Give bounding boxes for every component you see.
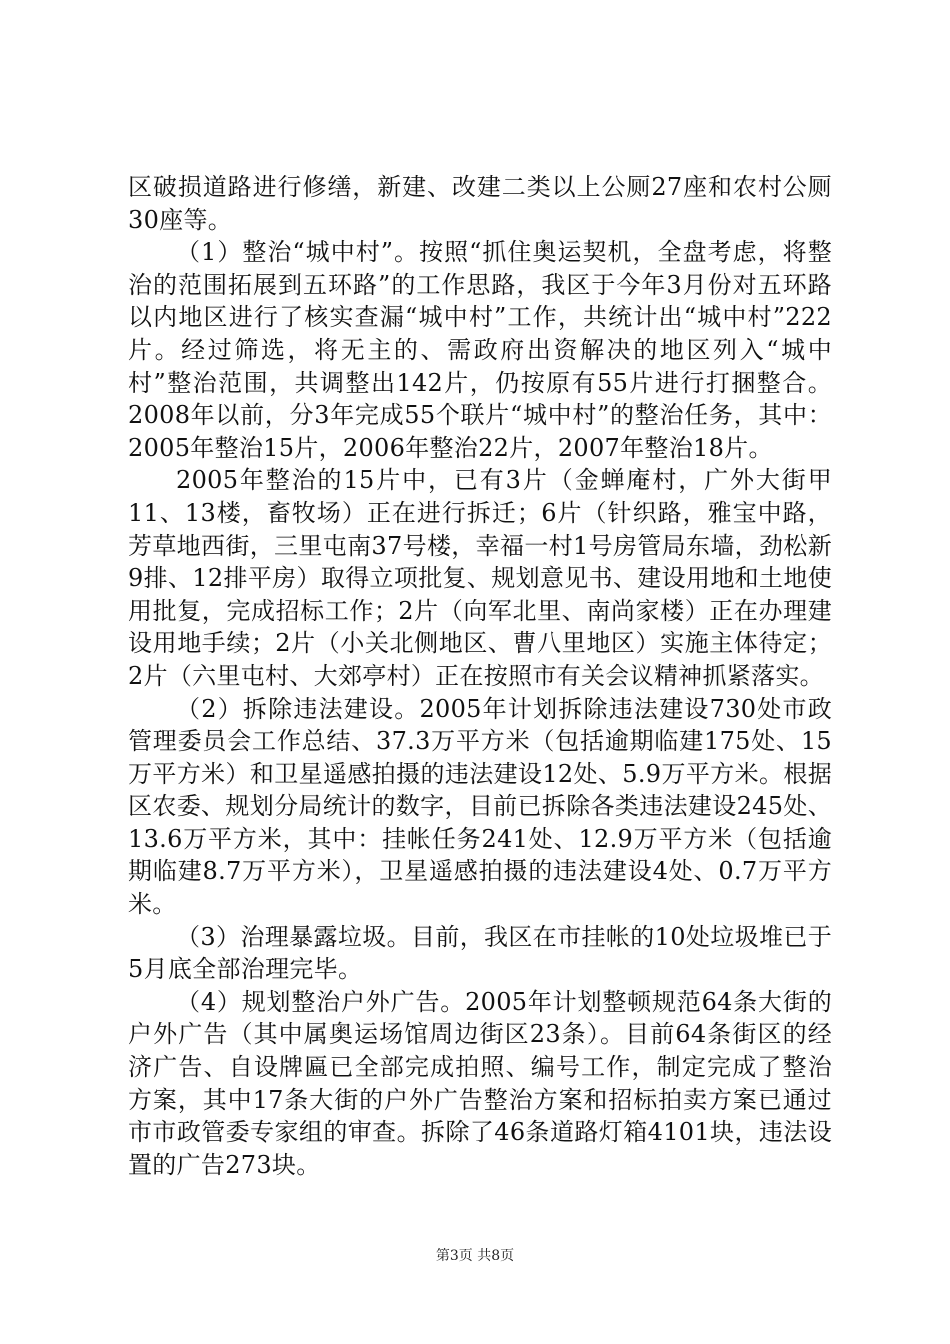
page-footer: 第3页 共8页 xyxy=(435,1248,515,1264)
paragraph-urban-village: （1）整治“城中村”。按照“抓住奥运契机，全盘考虑，将整治的范围拓展到五环路”的工作思路，我区于今年3月份对五环路以内地区进行了核实查漏“城中村”工作，共统计出“城中村”222片。经过筛选，将无主的、需政府出资解决的地区列入“城中村”整治范围，共调整出142片，仍按原有55片进行打捆整合。2008年以前，分3年完成55个联片“城中村”的整治任务，其中：2005年整治15片，2006年整治22片，2007年整治18片。 xyxy=(128,238,832,462)
document-body xyxy=(128,171,832,1181)
paragraph-continuation: 区破损道路进行修缮，新建、改建二类以上公厕27座和农村公厕30座等。 xyxy=(128,173,832,234)
paragraph-2005-progress: 2005年整治的15片中，已有3片（金蝉庵村，广外大街甲11、13楼，畜牧场）正在进行拆迁；6片（针织路，雅宝中路，芳草地西街，三里屯南37号楼，幸福一村1号房管局东墙，劲松新9排、12排平房）取得立项批复、规划意见书、建设用地和土地使用批复，完成招标工作；2片（向军北里、南尚家楼）正在办理建设用地手续；2片（小关北侧地区、曹八里地区）实施主体待定；2片（六里屯村、大郊亭村）正在按照市有关会议精神抓紧落实。 xyxy=(128,466,832,690)
paragraph-illegal-construction: （2）拆除违法建设。2005年计划拆除违法建设730处市政管理委员会工作总结、37.3万平方米（包括逾期临建175处、15万平方米）和卫星遥感拍摄的违法建设12处、5.9万平方米。根据区农委、规划分局统计的数字，目前已拆除各类违法建设245处、13.6万平方米，其中：挂帐任务241处、12.9万平方米（包括逾期临建8.7万平方米），卫星遥感拍摄的违法建设4处、0.7万平方米。 xyxy=(128,694,833,919)
paragraph-garbage: （3）治理暴露垃圾。目前，我区在市挂帐的10处垃圾堆已于5月底全部治理完毕。 xyxy=(128,922,832,984)
paragraph-outdoor-ads: （4）规划整治户外广告。2005年计划整顿规范64条大街的户外广告（其中属奥运场馆周边街区23条）。目前64条街区的经济广告、自设牌匾已全部完成拍照、编号工作，制定完成了整治方案，其中17条大街的户外广告整治方案和招标拍卖方案已通过市市政管委专家组的审查。拆除了46条道路灯箱4101块，违法设置的广告273块。 xyxy=(128,987,832,1179)
